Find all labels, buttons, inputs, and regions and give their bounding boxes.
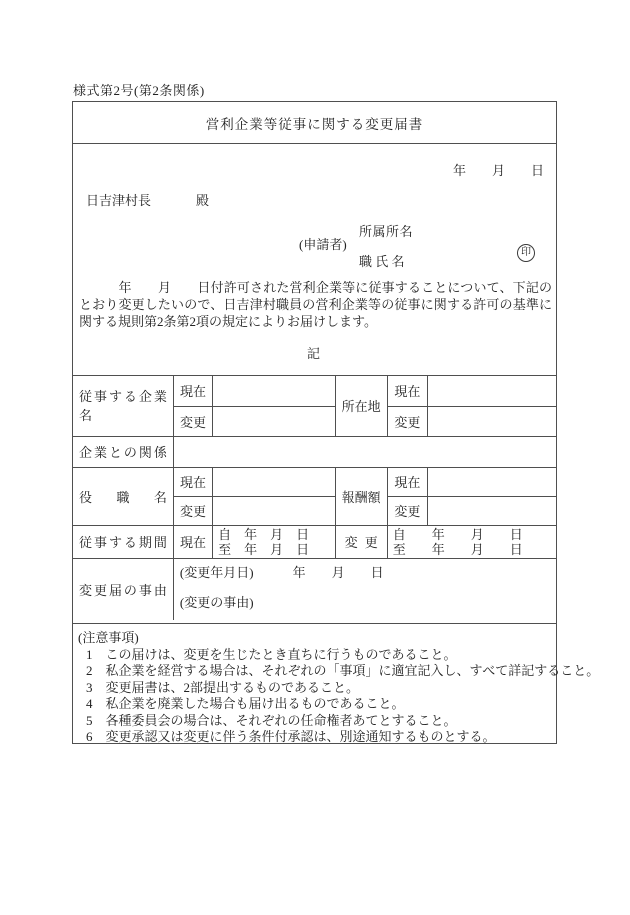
salary-change-field (427, 496, 556, 525)
note-item: 3 変更届書は、2部提出するものであること。 (86, 679, 360, 695)
salary-change-label: 変更 (387, 496, 427, 525)
salary-current-label: 現在 (387, 467, 427, 496)
table-row (73, 375, 556, 406)
location-current-field (427, 375, 556, 406)
company-current-label: 現在 (173, 375, 212, 406)
reason-field (173, 558, 556, 620)
company-current-field (213, 375, 336, 406)
position-change-label: 変更 (173, 496, 212, 525)
relation-label: 企業との関係 (73, 436, 173, 467)
reason-text-line: (変更の事由) (179, 594, 254, 610)
location-label: 所在地 (335, 375, 387, 436)
period-current-to: 至 年 月 日 (218, 541, 310, 557)
table-row (73, 467, 556, 496)
name-label: 職 氏 名 (359, 254, 405, 269)
form-title: 営利企業等従事に関する変更届書 (205, 116, 424, 132)
relation-field (173, 436, 556, 467)
location-change-label: 変更 (387, 406, 427, 436)
applicant-label: (申請者) (299, 237, 347, 252)
addressee: 日吉津村長 (86, 193, 152, 208)
form-border-box (72, 101, 600, 744)
note-item: 1 この届けは、変更を生じたとき直ちに行うものであること。 (86, 646, 457, 662)
salary-label: 報酬額 (335, 467, 387, 525)
form-number-label: 様式第2号(第2条関係) (73, 83, 205, 98)
table-row (73, 525, 556, 558)
period-change-field (387, 525, 556, 558)
position-label: 役職名 (73, 467, 173, 525)
position-change-field (213, 496, 336, 525)
body-paragraph: 年 月 日付許可された営利企業等に従事することについて、下記のとおり変更したいので、日吉津村職員の営利企業等の従事に関する許可の基準に関する規則第2条第2項の規定によりお届けします。 (79, 280, 552, 329)
addressee-line (86, 190, 209, 209)
form-table (73, 375, 556, 620)
affiliation-label: 所属所名 (359, 224, 414, 239)
period-change-to: 至 年 月 日 (392, 541, 523, 557)
form-header-section (73, 144, 556, 376)
company-change-field (213, 406, 336, 436)
period-current-from: 自 年 月 日 (218, 526, 310, 542)
seal-icon (517, 244, 535, 262)
notes-heading: (注意事項) (78, 630, 139, 645)
position-current-field (213, 467, 336, 496)
period-label: 従事する期間 (73, 525, 173, 558)
location-current-label: 現在 (387, 375, 427, 406)
note-item: 4 私企業を廃業した場合も届け出るものであること。 (86, 696, 405, 711)
honorific: 殿 (196, 193, 210, 208)
table-row (73, 436, 556, 467)
seal-character: 印 (521, 247, 531, 258)
location-change-field (427, 406, 556, 436)
note-item: 6 変更承認又は変更に伴う条件付承認は、別途通知するものとする。 (86, 729, 496, 744)
title-section (73, 102, 556, 144)
notes-section (73, 623, 600, 744)
period-change-label: 変更 (335, 525, 387, 558)
period-change-from: 自 年 月 日 (392, 526, 523, 542)
period-current-field (213, 525, 336, 558)
company-change-label: 変更 (173, 406, 212, 436)
period-current-label: 現在 (173, 525, 212, 558)
table-row (73, 558, 556, 620)
note-item: 2 私企業を経営する場合は、それぞれの「事項」に適宜記入し、すべて詳記すること。 (86, 663, 600, 678)
reason-label: 変更届の事由 (73, 558, 173, 620)
company-name-label: 従事する企業名 (73, 375, 173, 436)
position-current-label: 現在 (173, 467, 212, 496)
salary-current-field (427, 467, 556, 496)
submission-date-field: 年 月 日 (452, 163, 544, 178)
reason-date-line: (変更年月日) 年 月 日 (179, 564, 384, 580)
note-item: 5 各種委員会の場合は、それぞれの任命権者あてとすること。 (86, 712, 457, 728)
record-mark: 記 (306, 346, 322, 361)
